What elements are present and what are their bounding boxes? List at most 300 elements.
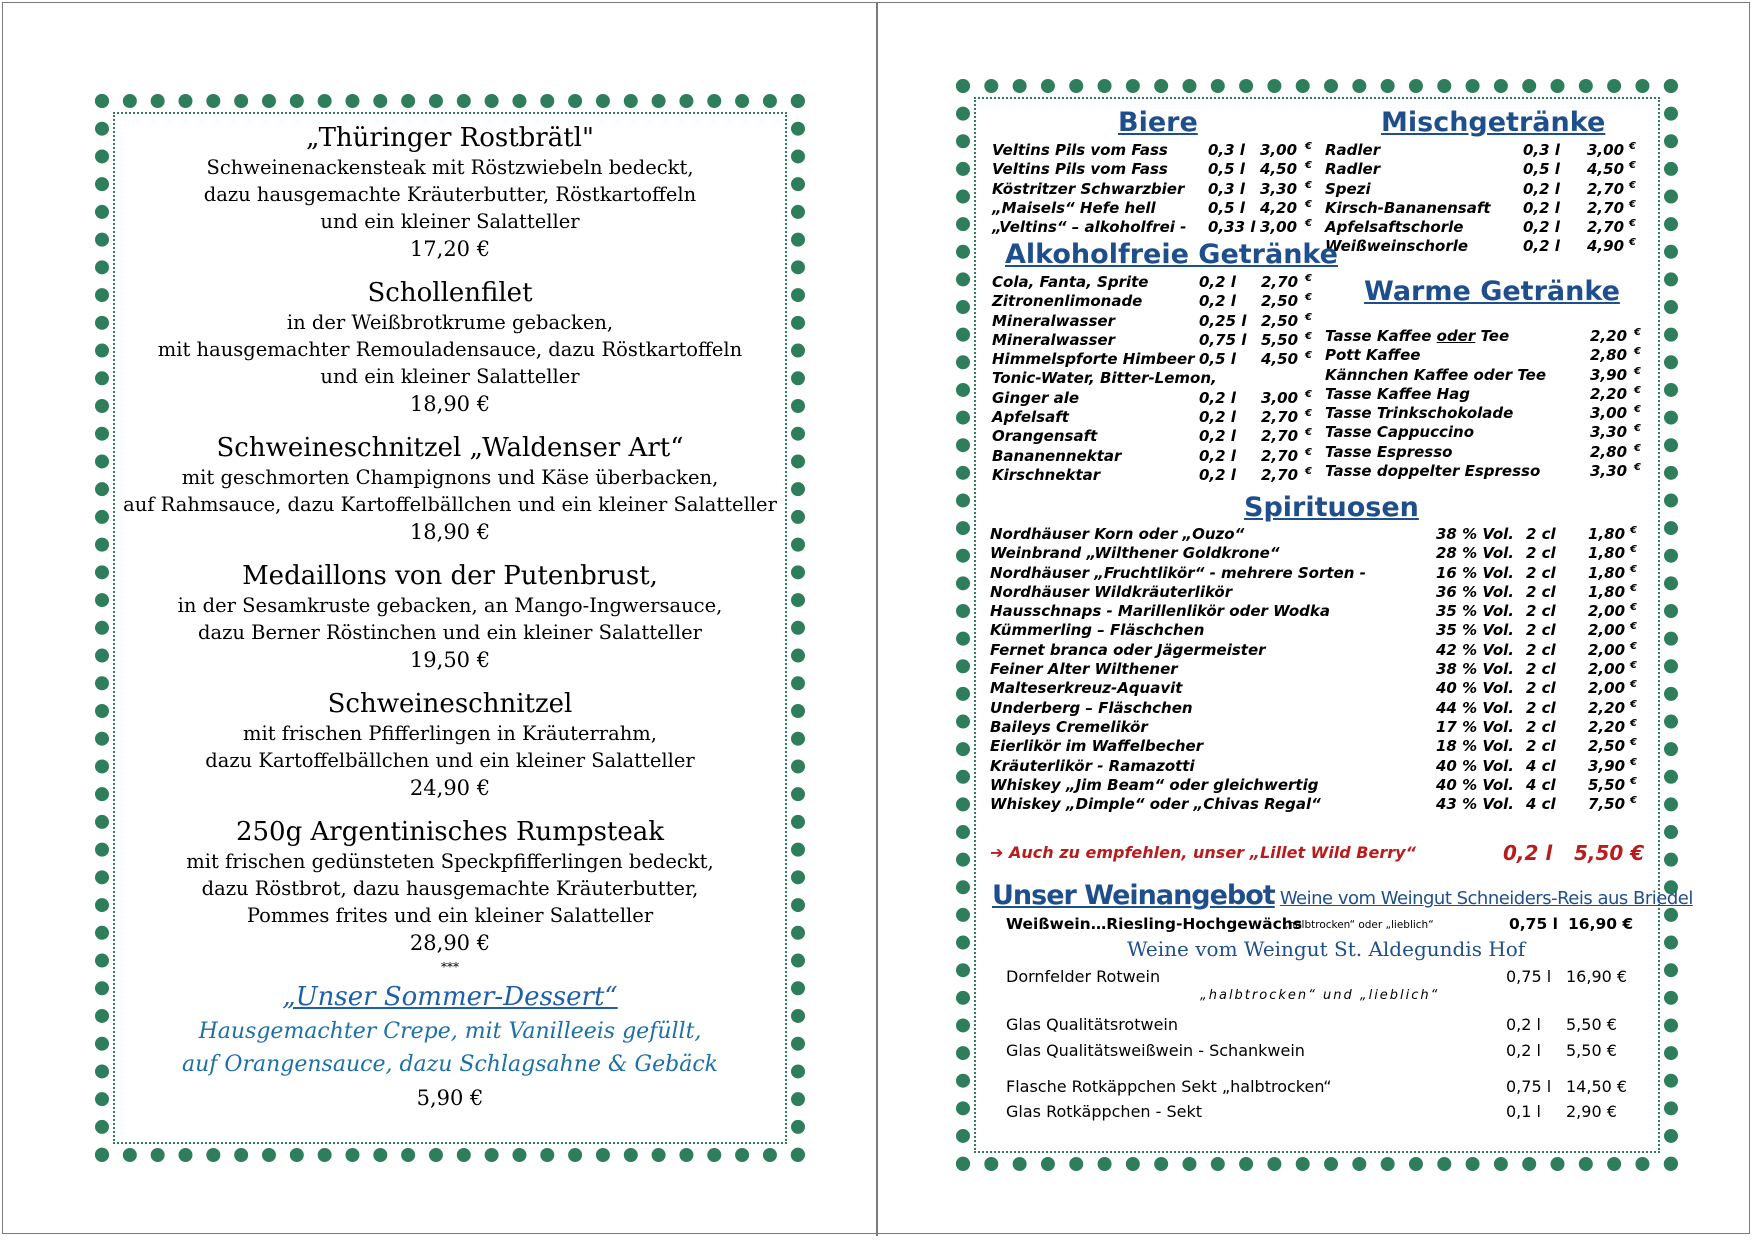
mix-row bbox=[1325, 141, 1645, 160]
dish-price: 24,90 € bbox=[409, 776, 491, 800]
alkoholfrei-list bbox=[992, 273, 1312, 485]
beer-row bbox=[992, 218, 1312, 237]
spirit-row-name: Nordhäuser Wildkräuterlikör bbox=[990, 582, 1233, 601]
mix-row-price: 4,90 bbox=[1587, 237, 1625, 256]
spirit-row-price: 1,80 bbox=[1588, 544, 1626, 563]
dish-item bbox=[120, 277, 780, 418]
spirit-row-qty: 4 cl bbox=[1526, 775, 1556, 794]
spirit-row-price: 1,80 bbox=[1588, 525, 1626, 543]
dish-list bbox=[120, 122, 780, 957]
food-menu bbox=[120, 122, 780, 1115]
dish-item bbox=[120, 560, 780, 674]
spirit-row bbox=[990, 564, 1640, 583]
beer-row-cur: € bbox=[1305, 198, 1312, 210]
mix-row-cur: € bbox=[1629, 198, 1636, 210]
wine-qty: 0,75 l bbox=[1506, 1077, 1552, 1096]
softdrink-row-cur: € bbox=[1305, 350, 1312, 362]
spirit-row-qty: 2 cl bbox=[1526, 544, 1556, 563]
dish-desc-line: Schweinenackensteak mit Röstzwiebeln bedeckt, bbox=[206, 156, 694, 179]
spirit-row-vol: 18 % Vol. bbox=[1436, 737, 1515, 756]
mix-row-cur: € bbox=[1629, 179, 1636, 191]
softdrink-row-name: Mineralwasser bbox=[992, 311, 1115, 330]
spirit-row bbox=[990, 621, 1640, 640]
mix-row-qty: 0,2 l bbox=[1523, 218, 1560, 237]
softdrink-row bbox=[992, 369, 1312, 388]
mix-row-price: 2,70 bbox=[1587, 198, 1625, 217]
spirit-row bbox=[990, 699, 1640, 718]
mix-row-qty: 0,5 l bbox=[1523, 160, 1560, 179]
spirit-row-qty: 2 cl bbox=[1526, 679, 1556, 698]
beer-row bbox=[992, 180, 1312, 199]
softdrink-row-price: 2,70 bbox=[1261, 427, 1299, 446]
wine-subtitle: Weine vom Weingut Schneiders-Reis aus Briedel bbox=[1279, 888, 1693, 909]
beer-row-price: 3,00 bbox=[1260, 218, 1298, 237]
wine-price: 5,50 € bbox=[1566, 1015, 1617, 1034]
recommendation-qty: 0,2 l bbox=[1503, 841, 1553, 865]
softdrink-row-cur: € bbox=[1305, 388, 1312, 400]
spirit-row-vol: 40 % Vol. bbox=[1436, 756, 1515, 775]
hotdrink-name bbox=[1325, 327, 1509, 345]
wine-name: Glas Rotkäppchen - Sekt bbox=[1006, 1102, 1203, 1121]
dish-desc-line: mit hausgemachter Remouladensauce, dazu Röstkartoffeln bbox=[157, 338, 743, 361]
spirit-row bbox=[990, 525, 1640, 544]
spirit-row-price: 2,00 bbox=[1588, 640, 1626, 659]
mix-row-name: Weißweinschorle bbox=[1325, 237, 1469, 256]
dessert-title: „Unser Sommer-Dessert“ bbox=[282, 982, 618, 1012]
spirit-row-name: Baileys Cremelikör bbox=[990, 717, 1148, 736]
beer-row-qty: 0,5 l bbox=[1208, 198, 1245, 217]
spirit-row-price: 2,00 bbox=[1588, 602, 1626, 621]
beer-row-name: Veltins Pils vom Fass bbox=[992, 160, 1168, 179]
spirit-row-vol: 43 % Vol. bbox=[1436, 795, 1515, 814]
hotdrink-price: 2,80 bbox=[1590, 442, 1628, 461]
spirit-row-price: 2,20 bbox=[1588, 717, 1626, 736]
softdrink-row-name: Orangensaft bbox=[992, 427, 1098, 446]
softdrink-row-qty: 0,2 l bbox=[1199, 388, 1236, 407]
dish-price: 17,20 € bbox=[409, 237, 491, 261]
softdrink-row-price: 2,70 bbox=[1261, 273, 1299, 291]
beer-row-price: 4,50 bbox=[1260, 160, 1298, 179]
dish-desc-line: auf Rahmsauce, dazu Kartoffelbällchen und ein kleiner Salatteller bbox=[123, 493, 777, 516]
hotdrink-cur: € bbox=[1634, 365, 1641, 377]
spirit-row-vol: 42 % Vol. bbox=[1436, 640, 1515, 659]
softdrink-row-name: Ginger ale bbox=[992, 388, 1080, 407]
hotdrink-price: 2,20 bbox=[1590, 384, 1628, 403]
spirit-row-vol: 44 % Vol. bbox=[1436, 698, 1515, 717]
beer-row-price: 3,30 bbox=[1260, 179, 1298, 198]
mix-row-name: Radler bbox=[1325, 141, 1381, 159]
dish-desc-line: dazu Röstbrot, dazu hausgemachte Kräuterbutter, bbox=[201, 877, 699, 900]
mix-row-price: 3,00 bbox=[1587, 141, 1625, 159]
softdrink-row-cur: € bbox=[1305, 446, 1312, 458]
hotdrink-cur: € bbox=[1634, 327, 1641, 338]
spirit-row-price: 7,50 bbox=[1588, 795, 1626, 814]
spirit-row-cur: € bbox=[1630, 602, 1637, 614]
dish-name: Medaillons von der Putenbrust, bbox=[242, 561, 658, 591]
separator: *** bbox=[441, 960, 459, 974]
spirit-row bbox=[990, 679, 1640, 698]
mix-row-price: 2,70 bbox=[1587, 179, 1625, 198]
beer-row-cur: € bbox=[1305, 179, 1312, 191]
spirit-row-qty: 2 cl bbox=[1526, 660, 1556, 679]
wine-qty: 0,1 l bbox=[1506, 1102, 1541, 1121]
softdrink-row bbox=[992, 427, 1312, 446]
beer-row-qty: 0,5 l bbox=[1208, 160, 1245, 179]
dish-desc-line: in der Weißbrotkrume gebacken, bbox=[286, 311, 614, 334]
softdrink-row-name: Bananennektar bbox=[992, 446, 1122, 465]
spirit-row-qty: 2 cl bbox=[1526, 563, 1556, 582]
mix-row bbox=[1325, 199, 1645, 218]
beer-row bbox=[992, 199, 1312, 218]
beer-row-price: 3,00 bbox=[1260, 141, 1298, 159]
beer-row-cur: € bbox=[1305, 141, 1312, 152]
softdrink-row-qty: 0,2 l bbox=[1199, 465, 1236, 484]
spirit-row bbox=[990, 795, 1640, 814]
warme-list bbox=[1325, 327, 1645, 481]
dessert-price: 5,90 € bbox=[416, 1086, 484, 1110]
spirit-row-cur: € bbox=[1630, 563, 1637, 575]
softdrink-row bbox=[992, 447, 1312, 466]
softdrink-row-name: Tonic-Water, Bitter-Lemon, bbox=[992, 369, 1217, 388]
beer-row-price: 4,20 bbox=[1260, 198, 1298, 217]
softdrink-row-name: Zitronenlimonade bbox=[992, 292, 1143, 311]
hotdrink-name bbox=[1325, 346, 1420, 364]
hotdrink-cur: € bbox=[1634, 442, 1641, 454]
dish-item bbox=[120, 816, 780, 957]
spirit-row-cur: € bbox=[1630, 775, 1637, 787]
hotdrink-row bbox=[1325, 327, 1645, 346]
dish-desc-line: mit frischen gedünsteten Speckpfifferlingen bedeckt, bbox=[186, 850, 714, 873]
riesling-qty: 0,75 l bbox=[1509, 915, 1558, 933]
spirit-row-vol: 35 % Vol. bbox=[1436, 602, 1515, 621]
dish-item bbox=[120, 122, 780, 263]
hotdrink-name bbox=[1325, 366, 1546, 384]
softdrink-row-qty: 0,2 l bbox=[1199, 273, 1236, 291]
spirit-row-name: Kräuterlikör - Ramazotti bbox=[990, 756, 1195, 775]
spirit-row bbox=[990, 737, 1640, 756]
spirit-row-qty: 4 cl bbox=[1526, 795, 1556, 814]
hotdrink-price: 3,90 bbox=[1590, 365, 1628, 384]
hotdrink-name bbox=[1325, 385, 1470, 403]
softdrink-row-price: 5,50 bbox=[1261, 330, 1299, 349]
wine-qty: 0,75 l bbox=[1506, 967, 1552, 986]
spirit-row bbox=[990, 718, 1640, 737]
hotdrink-name-part: Pott Kaffee bbox=[1325, 346, 1421, 365]
dish-desc-line: dazu Kartoffelbällchen und ein kleiner Salatteller bbox=[205, 749, 695, 772]
dish-name: 250g Argentinisches Rumpsteak bbox=[235, 817, 665, 847]
softdrink-row-qty: 0,5 l bbox=[1199, 350, 1236, 369]
beer-row bbox=[992, 141, 1312, 160]
hotdrink-row bbox=[1325, 346, 1645, 365]
spirit-row-cur: € bbox=[1630, 660, 1637, 672]
spirit-row-cur: € bbox=[1630, 525, 1637, 536]
spirit-row-name: Nordhäuser Korn oder „Ouzo“ bbox=[990, 525, 1245, 543]
dish-name: „Thüringer Rostbrätl" bbox=[306, 123, 594, 153]
dish-desc-line: dazu hausgemachte Kräuterbutter, Röstkartoffeln bbox=[203, 183, 697, 206]
softdrink-row-price: 2,50 bbox=[1261, 311, 1299, 330]
mix-row-name: Kirsch-Bananensaft bbox=[1325, 198, 1491, 217]
spirit-row-name: Whiskey „Dimple“ oder „Chivas Regal“ bbox=[990, 795, 1321, 814]
softdrink-row bbox=[992, 408, 1312, 427]
wine-price: 2,90 € bbox=[1566, 1102, 1617, 1121]
spirit-row-cur: € bbox=[1630, 544, 1637, 556]
beer-row-name: „Maisels“ Hefe hell bbox=[992, 198, 1156, 217]
section-title-biere: Biere bbox=[1118, 107, 1198, 138]
beer-row-name: Köstritzer Schwarzbier bbox=[992, 179, 1185, 198]
softdrink-row-cur: € bbox=[1305, 330, 1312, 342]
hotdrink-name bbox=[1325, 462, 1540, 480]
softdrink-row-price: 2,70 bbox=[1261, 408, 1299, 427]
dish-item bbox=[120, 432, 780, 546]
dish-desc-line: dazu Berner Röstinchen und ein kleiner Salatteller bbox=[198, 621, 702, 644]
mix-row-cur: € bbox=[1629, 237, 1636, 249]
softdrink-row-cur: € bbox=[1305, 408, 1312, 420]
dish-name: Schweineschnitzel „Waldenser Art“ bbox=[216, 433, 684, 463]
spirit-row-price: 2,50 bbox=[1588, 737, 1626, 756]
spirit-row bbox=[990, 776, 1640, 795]
spirit-row-vol: 38 % Vol. bbox=[1436, 660, 1515, 679]
spirit-row-price: 2,00 bbox=[1588, 621, 1626, 640]
wine-name: Dornfelder Rotwein bbox=[1006, 967, 1161, 986]
wine-subtitle-2: Weine vom Weingut St. Aldegundis Hof bbox=[1127, 937, 1526, 961]
mix-row-qty: 0,3 l bbox=[1523, 141, 1560, 159]
softdrink-row bbox=[992, 312, 1312, 331]
softdrink-row-name: Apfelsaft bbox=[992, 408, 1069, 427]
softdrink-row-price: 3,00 bbox=[1261, 388, 1299, 407]
dish-desc-line: in der Sesamkruste gebacken, an Mango-Ingwersauce, bbox=[177, 594, 723, 617]
mix-row bbox=[1325, 180, 1645, 199]
wine-note: „halbtrocken“ und „lieblich“ bbox=[1200, 988, 1440, 1003]
dish-desc-line: und ein kleiner Salatteller bbox=[320, 210, 580, 233]
softdrink-row bbox=[992, 292, 1312, 311]
spirit-row-name: Underberg – Fläschchen bbox=[990, 698, 1193, 717]
spirit-row-qty: 2 cl bbox=[1526, 717, 1556, 736]
beer-row-name: „Veltins“ – alkoholfrei - bbox=[992, 218, 1187, 237]
spirit-row-qty: 2 cl bbox=[1526, 640, 1556, 659]
spirit-row-name: Nordhäuser „Fruchtlikör“ - mehrere Sorten - bbox=[990, 563, 1366, 582]
hotdrink-name-part: oder bbox=[1436, 327, 1476, 345]
spirit-row-name: Feiner Alter Wilthener bbox=[990, 660, 1178, 679]
section-title-alkoholfrei: Alkoholfreie Getränke bbox=[1005, 239, 1338, 270]
softdrink-row-qty: 0,2 l bbox=[1199, 408, 1236, 427]
hotdrink-cur: € bbox=[1634, 384, 1641, 396]
spirit-row-name: Hausschnaps - Marillenlikör oder Wodka bbox=[990, 602, 1330, 621]
riesling-price: 16,90 € bbox=[1568, 915, 1634, 933]
softdrink-row bbox=[992, 273, 1312, 292]
wine-header bbox=[992, 880, 1693, 911]
dish-price: 19,50 € bbox=[409, 648, 491, 672]
spirit-row-price: 2,00 bbox=[1588, 679, 1626, 698]
riesling-name: Weißwein…Riesling-Hochgewächs bbox=[1006, 915, 1303, 933]
mix-row-price: 4,50 bbox=[1587, 160, 1625, 179]
dish-name: Schollenfilet bbox=[367, 278, 533, 308]
section-title-warme: Warme Getränke bbox=[1364, 276, 1620, 307]
spirit-row-vol: 35 % Vol. bbox=[1436, 621, 1515, 640]
page-divider bbox=[876, 2, 878, 1236]
biere-list bbox=[992, 141, 1312, 237]
spirit-row bbox=[990, 641, 1640, 660]
wine-price: 14,50 € bbox=[1566, 1077, 1628, 1096]
spirit-row-cur: € bbox=[1630, 756, 1637, 768]
spirit-row-vol: 40 % Vol. bbox=[1436, 679, 1515, 698]
hotdrink-cur: € bbox=[1634, 423, 1641, 435]
hotdrink-cur: € bbox=[1634, 462, 1641, 474]
mischgetraenke-list bbox=[1325, 141, 1645, 257]
recommendation-text: ➔ Auch zu empfehlen, unser „Lillet Wild Berry“ bbox=[990, 843, 1416, 862]
softdrink-row-name: Mineralwasser bbox=[992, 330, 1115, 349]
wine-qty: 0,2 l bbox=[1506, 1015, 1541, 1034]
dish-price: 18,90 € bbox=[409, 392, 491, 416]
spirit-row-name: Whiskey „Jim Beam“ oder gleichwertig bbox=[990, 775, 1319, 794]
hotdrink-name bbox=[1325, 443, 1452, 461]
hotdrink-cur: € bbox=[1634, 346, 1641, 358]
beer-row bbox=[992, 160, 1312, 179]
spirit-row-price: 1,80 bbox=[1588, 563, 1626, 582]
beer-row-name: Veltins Pils vom Fass bbox=[992, 141, 1168, 159]
hotdrink-name-part: Tasse doppelter Espresso bbox=[1325, 462, 1541, 481]
spirit-row-vol: 38 % Vol. bbox=[1436, 525, 1515, 543]
mix-row-cur: € bbox=[1629, 141, 1636, 152]
mix-row-cur: € bbox=[1629, 218, 1636, 230]
hotdrink-name-part: Tasse Kaffee bbox=[1325, 327, 1437, 345]
hotdrink-name-part: Tasse Trinkschokolade bbox=[1325, 404, 1514, 423]
hotdrink-price: 3,00 bbox=[1590, 404, 1628, 423]
softdrink-row-name: Kirschnektar bbox=[992, 465, 1101, 484]
spirit-row-qty: 2 cl bbox=[1526, 621, 1556, 640]
hotdrink-row bbox=[1325, 385, 1645, 404]
mix-row bbox=[1325, 218, 1645, 237]
spirit-row-name: Kümmerling – Fläschchen bbox=[990, 621, 1205, 640]
riesling-note: „halbtrocken“ oder „lieblich“ bbox=[1283, 919, 1434, 931]
spirit-row-vol: 16 % Vol. bbox=[1436, 563, 1515, 582]
dish-desc-line: mit geschmorten Champignons und Käse überbacken, bbox=[181, 466, 719, 489]
softdrink-row bbox=[992, 350, 1312, 369]
spirit-row-qty: 2 cl bbox=[1526, 602, 1556, 621]
wine-price: 5,50 € bbox=[1566, 1041, 1617, 1060]
wine-name: Flasche Rotkäppchen Sekt „halbtrocken“ bbox=[1006, 1077, 1332, 1096]
spirit-row-cur: € bbox=[1630, 679, 1637, 691]
spirit-row-qty: 2 cl bbox=[1526, 698, 1556, 717]
spirit-row bbox=[990, 660, 1640, 679]
softdrink-row bbox=[992, 389, 1312, 408]
softdrink-row-cur: € bbox=[1305, 311, 1312, 323]
mix-row-price: 2,70 bbox=[1587, 218, 1625, 237]
section-title-spirituosen: Spirituosen bbox=[1244, 492, 1419, 523]
spirit-row-cur: € bbox=[1630, 621, 1637, 633]
hotdrink-price: 3,30 bbox=[1590, 462, 1628, 481]
hotdrink-price: 2,80 bbox=[1590, 346, 1628, 365]
spirit-row-qty: 2 cl bbox=[1526, 737, 1556, 756]
spirit-row-name: Eierlikör im Waffelbecher bbox=[990, 737, 1204, 756]
spirit-row bbox=[990, 544, 1640, 563]
spirit-row-cur: € bbox=[1630, 698, 1637, 710]
mix-row-qty: 0,2 l bbox=[1523, 237, 1560, 256]
recommendation-price: 5,50 € bbox=[1574, 841, 1645, 865]
hotdrink-row bbox=[1325, 404, 1645, 423]
dish-item bbox=[120, 688, 780, 802]
spirit-row-vol: 40 % Vol. bbox=[1436, 775, 1515, 794]
spirit-row-qty: 2 cl bbox=[1526, 525, 1556, 543]
spirit-row-price: 3,90 bbox=[1588, 756, 1626, 775]
hotdrink-name bbox=[1325, 423, 1474, 441]
beer-row-qty: 0,3 l bbox=[1208, 141, 1245, 159]
spirit-row-qty: 4 cl bbox=[1526, 756, 1556, 775]
dessert-desc-line: auf Orangensauce, dazu Schlagsahne & Gebäck bbox=[182, 1052, 718, 1077]
softdrink-row bbox=[992, 466, 1312, 485]
mix-row bbox=[1325, 160, 1645, 179]
softdrink-row-qty: 0,2 l bbox=[1199, 292, 1236, 311]
hotdrink-name bbox=[1325, 404, 1513, 422]
spirit-row-vol: 17 % Vol. bbox=[1436, 717, 1515, 736]
softdrink-row-name: Himmelspforte Himbeer bbox=[992, 350, 1195, 369]
dish-desc-line: Pommes frites und ein kleiner Salatteller bbox=[246, 904, 654, 927]
softdrink-row-price: 4,50 bbox=[1261, 350, 1299, 369]
softdrink-row-cur: € bbox=[1305, 292, 1312, 304]
mix-row-qty: 0,2 l bbox=[1523, 198, 1560, 217]
spirit-row bbox=[990, 757, 1640, 776]
mix-row-name: Apfelsaftschorle bbox=[1325, 218, 1464, 237]
spirit-row-qty: 2 cl bbox=[1526, 582, 1556, 601]
softdrink-row-qty: 0,75 l bbox=[1199, 330, 1247, 349]
hotdrink-name-part: Tee bbox=[1475, 327, 1510, 345]
spirit-row-price: 1,80 bbox=[1588, 582, 1626, 601]
spirit-row-price: 2,00 bbox=[1588, 660, 1626, 679]
hotdrink-row bbox=[1325, 423, 1645, 442]
wine-title: Unser Weinangebot bbox=[992, 880, 1275, 911]
softdrink-row-price: 2,50 bbox=[1261, 292, 1299, 311]
dish-desc-line: und ein kleiner Salatteller bbox=[320, 365, 580, 388]
hotdrink-name-part: Tasse Kaffee Hag bbox=[1325, 384, 1471, 403]
spirit-row-name: Fernet branca oder Jägermeister bbox=[990, 640, 1266, 659]
beer-row-qty: 0,33 l bbox=[1208, 218, 1256, 237]
hotdrink-name-part: Tasse Espresso bbox=[1325, 442, 1453, 461]
softdrink-row-cur: € bbox=[1305, 427, 1312, 439]
mix-row-cur: € bbox=[1629, 160, 1636, 172]
spirit-row-cur: € bbox=[1630, 640, 1637, 652]
spirit-row-price: 2,20 bbox=[1588, 698, 1626, 717]
wine-name: Glas Qualitätsrotwein bbox=[1006, 1015, 1178, 1034]
hotdrink-price: 3,30 bbox=[1590, 423, 1628, 442]
spirit-row-cur: € bbox=[1630, 795, 1637, 807]
wine-qty: 0,2 l bbox=[1506, 1041, 1541, 1060]
dish-price: 28,90 € bbox=[409, 931, 491, 955]
softdrink-row-cur: € bbox=[1305, 273, 1312, 284]
spirit-row-vol: 28 % Vol. bbox=[1436, 544, 1515, 563]
mix-row-name: Radler bbox=[1325, 160, 1381, 179]
mix-row-qty: 0,2 l bbox=[1523, 179, 1560, 198]
wine-price: 16,90 € bbox=[1566, 967, 1628, 986]
softdrink-row-qty: 0,25 l bbox=[1199, 311, 1247, 330]
hotdrink-row bbox=[1325, 443, 1645, 462]
hotdrink-name-part: Kännchen Kaffee oder Tee bbox=[1325, 365, 1547, 384]
hotdrink-name-part: Tasse Cappuccino bbox=[1325, 423, 1475, 442]
softdrink-row-cur: € bbox=[1305, 465, 1312, 477]
dish-desc-line: mit frischen Pfifferlingen in Kräuterrahm, bbox=[243, 722, 657, 745]
spirit-row-cur: € bbox=[1630, 737, 1637, 749]
hotdrink-cur: € bbox=[1634, 404, 1641, 416]
dish-name: Schweineschnitzel bbox=[327, 689, 573, 719]
spirit-row-cur: € bbox=[1630, 717, 1637, 729]
spirituosen-list bbox=[990, 525, 1640, 814]
wine-name: Glas Qualitätsweißwein - Schankwein bbox=[1006, 1041, 1305, 1060]
hotdrink-row bbox=[1325, 462, 1645, 481]
spirit-row bbox=[990, 583, 1640, 602]
softdrink-row-name: Cola, Fanta, Sprite bbox=[992, 273, 1149, 291]
beer-row-cur: € bbox=[1305, 160, 1312, 172]
spirit-row-price: 5,50 bbox=[1588, 775, 1626, 794]
beer-row-cur: € bbox=[1305, 218, 1312, 230]
mix-row-name: Spezi bbox=[1325, 179, 1371, 198]
